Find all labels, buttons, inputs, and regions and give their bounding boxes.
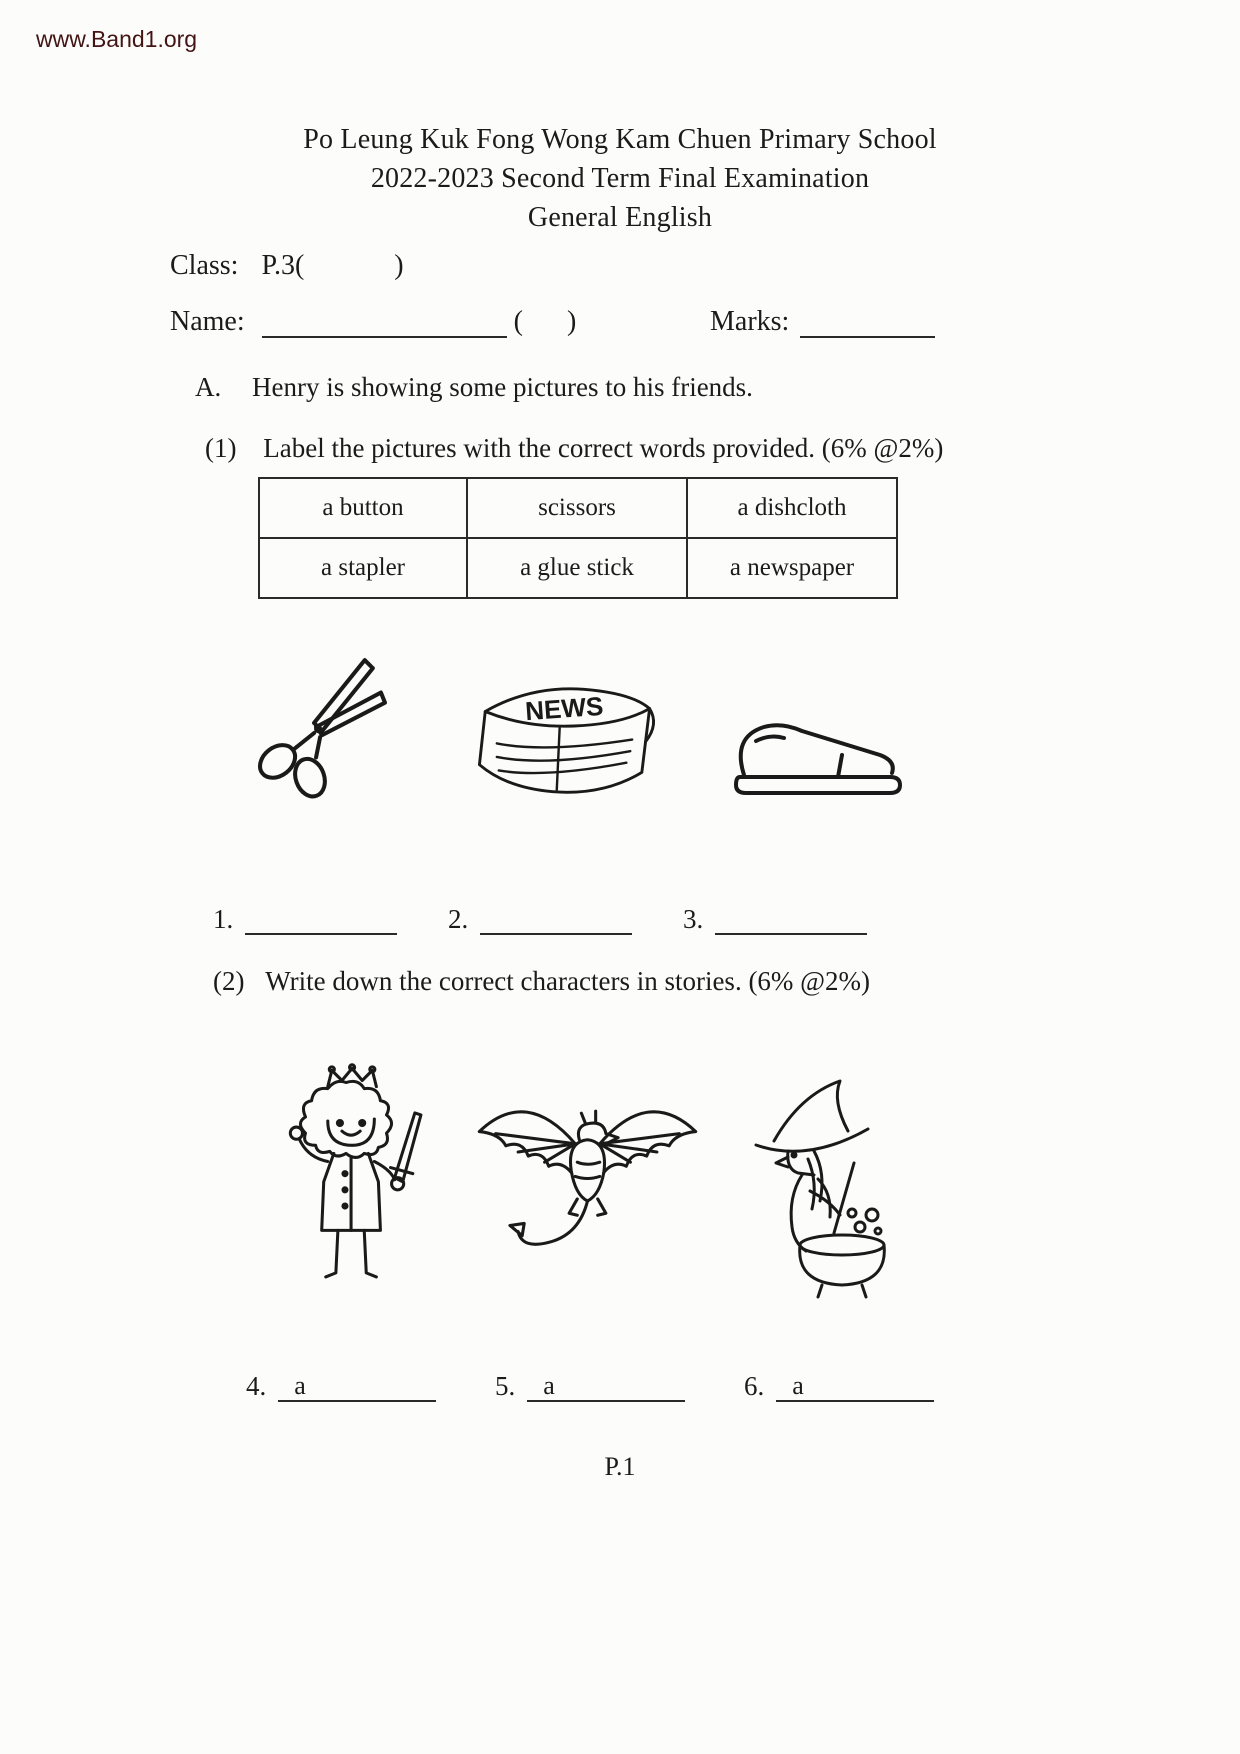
prefilled-article: a	[792, 1371, 804, 1400]
page-number: P.1	[604, 1452, 636, 1481]
stapler-illustration	[722, 688, 902, 810]
answer-blank-3	[683, 903, 867, 935]
dragon-illustration	[465, 1080, 710, 1275]
answer-line	[245, 903, 397, 935]
answer-blank-1	[213, 903, 397, 935]
q1-answer-blanks	[213, 903, 911, 935]
blank-number: 4.	[246, 1371, 267, 1401]
marks-blank	[800, 308, 935, 338]
question-1-instruction	[205, 433, 943, 464]
class-label: Class:	[170, 250, 239, 281]
site-watermark: www.Band1.org	[36, 26, 198, 52]
exam-title: 2022-2023 Second Term Final Examination	[370, 163, 870, 194]
word-bank-row	[259, 538, 897, 598]
word-bank-cell: a stapler	[259, 538, 467, 598]
prefilled-article: a	[294, 1371, 306, 1400]
blank-number: 3.	[683, 904, 704, 934]
blank-number: 5.	[495, 1371, 516, 1401]
word-bank-row	[259, 478, 897, 538]
name-blank	[262, 308, 507, 338]
question-1-label: (1)	[205, 433, 237, 463]
blank-number: 1.	[213, 904, 234, 934]
witch-illustration	[722, 1066, 922, 1348]
class-value: P.3(	[261, 250, 305, 281]
school-name: Po Leung Kuk Fong Wong Kam Chuen Primary School	[303, 124, 937, 155]
blank-number: 2.	[448, 904, 469, 934]
class-paren-close: )	[394, 250, 404, 281]
word-bank-cell: a glue stick	[467, 538, 687, 598]
name-label: Name:	[170, 306, 245, 337]
name-line	[170, 306, 576, 338]
section-a-heading	[195, 372, 753, 403]
word-bank-table	[258, 477, 898, 599]
answer-line	[480, 903, 632, 935]
question-2-instruction	[213, 966, 870, 997]
section-a-label: A.	[195, 372, 222, 402]
q2-answer-blanks	[246, 1370, 986, 1402]
answer-line	[278, 1370, 436, 1402]
answer-blank-2	[448, 903, 632, 935]
name-paren-close: )	[566, 306, 577, 337]
answer-line	[776, 1370, 934, 1402]
answer-line	[527, 1370, 685, 1402]
scissors-illustration	[235, 652, 387, 804]
question-2-label: (2)	[213, 966, 245, 996]
class-number-blank	[311, 248, 387, 274]
prince-illustration	[265, 1060, 427, 1344]
blank-number: 6.	[744, 1371, 765, 1401]
word-bank-cell: a newspaper	[687, 538, 897, 598]
answer-blank-4	[246, 1370, 436, 1402]
exam-header	[0, 120, 1240, 237]
newspaper-illustration	[462, 668, 667, 813]
marks-label: Marks:	[710, 306, 790, 337]
question-1-text: Label the pictures with the correct words provided. (6% @2%)	[263, 433, 944, 463]
answer-blank-5	[495, 1370, 685, 1402]
word-bank-cell: scissors	[467, 478, 687, 538]
subject-title: General English	[527, 202, 713, 233]
name-paren-open: (	[513, 306, 523, 337]
answer-blank-6	[744, 1370, 934, 1402]
marks-line	[710, 306, 935, 338]
word-bank-cell: a button	[259, 478, 467, 538]
newspaper-masthead-text: NEWS	[524, 690, 605, 727]
section-a-text: Henry is showing some pictures to his friends.	[252, 372, 753, 402]
class-line	[170, 248, 404, 282]
question-2-text: Write down the correct characters in stories. (6% @2%)	[265, 966, 871, 996]
answer-line	[715, 903, 867, 935]
word-bank-cell: a dishcloth	[687, 478, 897, 538]
prefilled-article: a	[543, 1371, 555, 1400]
